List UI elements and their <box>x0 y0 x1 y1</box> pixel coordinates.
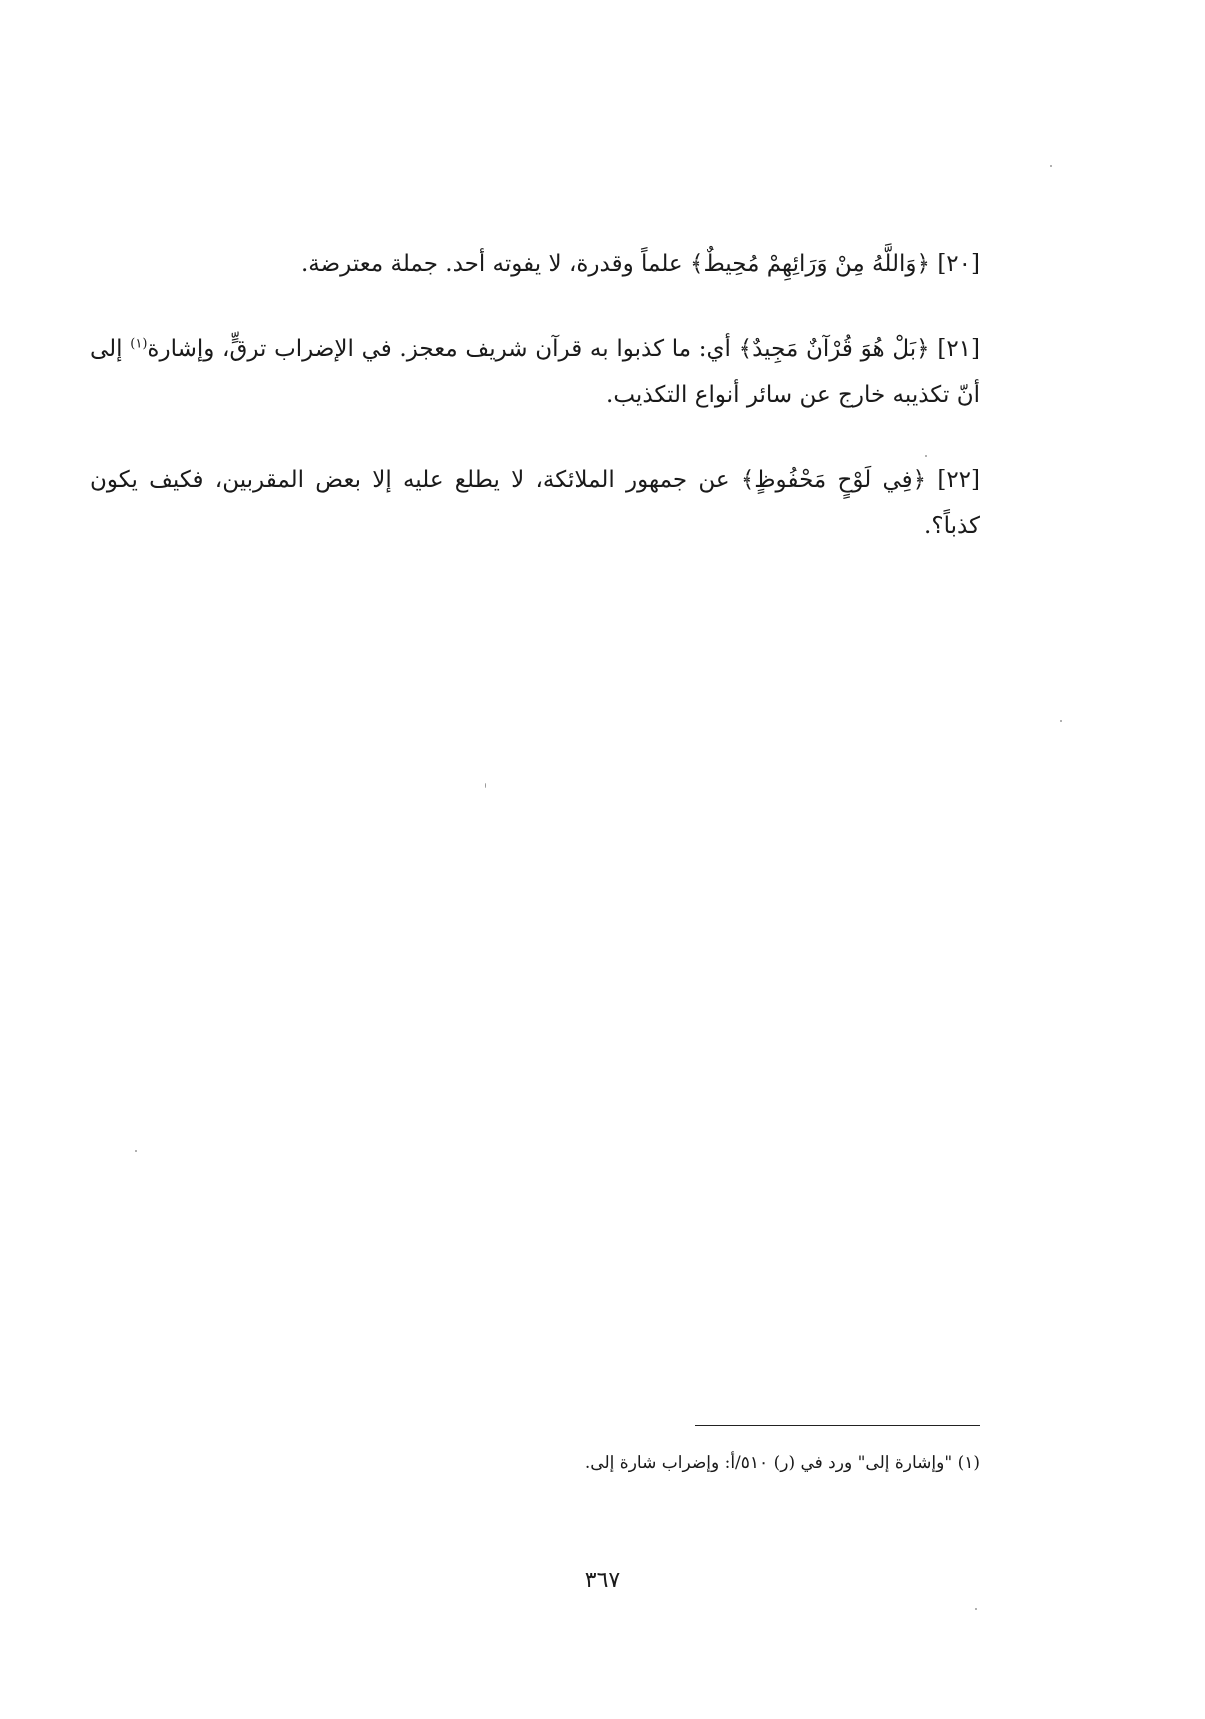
scan-speck <box>485 783 486 788</box>
paragraph-21 <box>90 326 980 418</box>
commentary-text-continued: إلى أنّ تكذيبه خارج عن سائر أنواع التكذيب. <box>90 336 980 408</box>
scan-speck <box>1060 720 1062 722</box>
scan-speck <box>1050 165 1052 167</box>
scan-speck <box>975 1608 977 1610</box>
quran-verse: ﴿وَاللَّهُ مِنْ وَرَائِهِمْ مُحِيطٌ﴾ <box>689 251 930 277</box>
scan-speck <box>135 1150 137 1152</box>
quran-verse: ﴿بَلْ هُوَ قُرْآنٌ مَجِيدٌ﴾ <box>738 336 930 362</box>
paragraph-22 <box>90 457 980 549</box>
commentary-text: عن جمهور الملائكة، لا يطلع عليه إلا بعض المقربين، فكيف يكون كذباً؟. <box>90 467 980 539</box>
footnote-divider <box>695 1425 980 1426</box>
footnote <box>280 1448 980 1478</box>
verse-number: [٢٠] <box>937 251 980 277</box>
footnote-marker: (١) <box>957 1453 980 1473</box>
scan-speck <box>925 455 927 457</box>
verse-number: [٢١] <box>937 336 981 362</box>
verse-number: [٢٢] <box>937 467 981 493</box>
commentary-text: علماً وقدرة، لا يفوته أحد. جملة معترضة. <box>300 251 683 277</box>
footnote-text: "وإشارة إلى" ورد في (ر) ٥١٠/أ: وإضراب شارة إلى. <box>584 1453 953 1473</box>
page-number: ٣٦٧ <box>584 1568 621 1593</box>
paragraph-20 <box>90 241 980 287</box>
footnote-reference: (١) <box>130 336 148 352</box>
commentary-text: أي: ما كذبوا به قرآن شريف معجز. في الإضراب ترقٍّ، وإشارة <box>147 336 731 362</box>
quran-verse: ﴿فِي لَوْحٍ مَحْفُوظٍ﴾ <box>740 467 927 493</box>
